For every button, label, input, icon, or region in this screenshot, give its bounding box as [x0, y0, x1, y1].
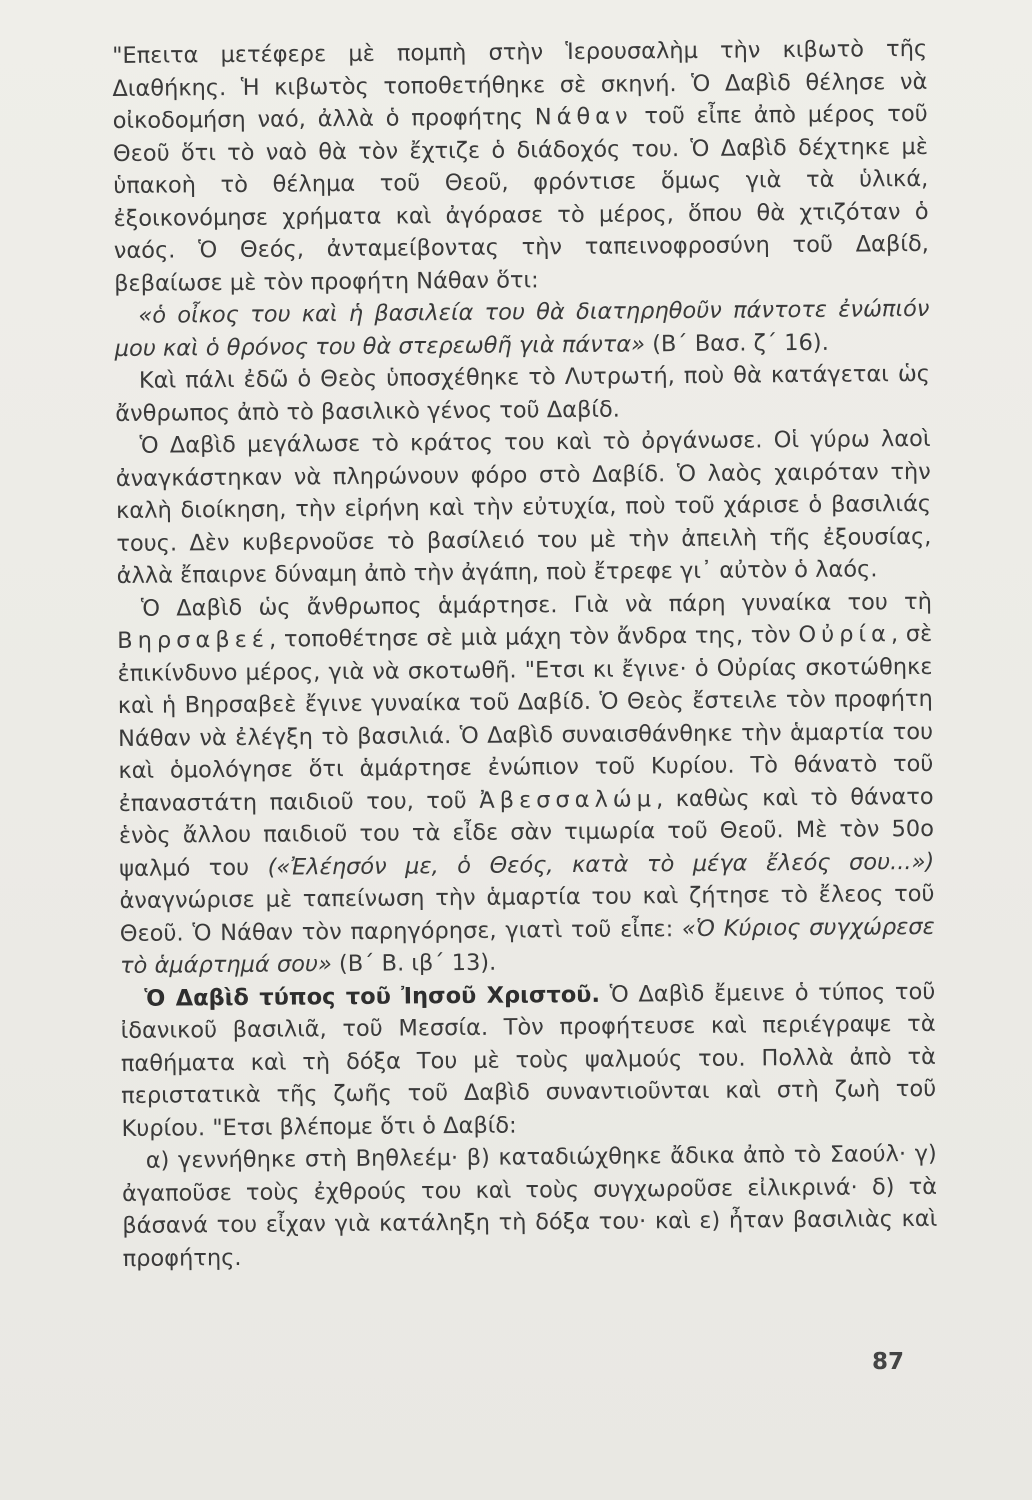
section-heading: Ὁ Δαβὶδ τύπος τοῦ Ἰησοῦ Χριστοῦ. — [144, 981, 601, 1012]
name-absalom: Ἀβεσσαλώμ — [479, 785, 657, 814]
paragraph-sin: Ὁ Δαβὶδ ὡς ἄνθρωπος ἁμάρτησε. Γιὰ νὰ πάρη γυναίκα του τὴ Βηρσαβεέ, τοποθέτησε σὲ μιὰ μάχη τὸν ἄνδρα της, τὸν Οὐρία, σὲ ἐπικίνδυνο μέρος, γιὰ νὰ σκοτωθῆ. "Ετσι κι ἔγινε· ὁ Οὐρίας σκοτώθηκε καὶ ἡ Βηρσαβεὲ ἔγινε γυναίκα τοῦ Δαβίδ. Ὁ Θεὸς ἔστειλε τὸν προφήτη Νάθαν νὰ ἐλέγξη τὸ βασιλιά. Ὁ Δαβὶδ συναισθάνθηκε τὴν ἁμαρτία του καὶ ὁμολόγησε ὅτι ἁμάρτησε ἐνώπιον τοῦ Κυρίου. Τὸ θάνατὸ τοῦ ἐπαναστάτη παιδιοῦ του, τοῦ Ἀβεσσαλώμ, καθὼς καὶ τὸ θάνατο ἑνὸς ἄλλου παιδιοῦ του τὰ εἶδε σὰν τιμωρία τοῦ Θεοῦ. Μὲ τὸν 50ο ψαλμό του («Ἐλέησόν με, ὁ Θεός, κατὰ τὸ μέγα ἔλεός σου...») ἀναγνώρισε μὲ ταπείνωση τὴν ἁμαρτία του καὶ ζήτησε τὸ ἔλεος τοῦ Θεοῦ. Ὁ Νάθαν τὸν παρηγόρησε, γιατὶ τοῦ εἶπε: «Ὁ Κύριος συγχώρεσε τὸ ἁμάρτημά σου» (Β΄ Β. ιβ΄ 13). — [117, 588, 935, 979]
quote-promise: «ὁ οἶκος του καὶ ἡ βασιλεία του θὰ διατηρηθοῦν πάντοτε ἐνώπιόν μου καὶ ὁ θρόνος του θὰ στερεωθῆ γιὰ πάντα» (Β΄ Βασ. ζ΄ 16). — [114, 295, 930, 362]
paragraph-type-of-christ: Ὁ Δαβὶδ τύπος τοῦ Ἰησοῦ Χριστοῦ. Ὁ Δαβὶδ ἔμεινε ὁ τύπος τοῦ ἰδανικοῦ βασιλιᾶ, τοῦ Μεσσία. Τὸν προφήτευσε καὶ περιέγραψε τὰ παθήματα καὶ τὴ δόξα Του μὲ τοὺς ψαλμούς του. Πολλὰ ἀπὸ τὰ περιστατικὰ τῆς ζωῆς τοῦ Δαβὶδ συναντιοῦνται καὶ στὴ ζωὴ τοῦ Κυρίου. "Ετσι βλέπομε ὅτι ὁ Δαβίδ: — [120, 978, 937, 1142]
psalm-quote: («Ἐλέησόν με, ὁ Θεός, κατὰ τὸ μέγα ἔλεός σου...») — [267, 848, 935, 881]
name-bathsheba: Βηρσαβεέ — [117, 626, 270, 654]
paragraph-ark: "Επειτα μετέφερε μὲ πομπὴ στὴν Ἱερουσαλὴμ τὴν κιβωτὸ τῆς Διαθήκης. Ἡ κιβωτὸς τοποθετήθηκε σὲ σκηνή. Ὁ Δαβὶδ θέλησε νὰ οἰκοδομήση ναό, ἀλλὰ ὁ προφήτης Νάθαν τοῦ εἶπε ἀπὸ μέρος τοῦ Θεοῦ ὅτι τὸ ναὸ θὰ τὸν ἔχτιζε ὁ διάδοχός του. Ὁ Δαβὶδ δέχτηκε μὲ ὑπακοὴ τὸ θέλημα τοῦ Θεοῦ, φρόντισε ὅμως γιὰ τὰ ὑλικά, ἐξοικονόμησε χρήματα καὶ ἀγόρασε τὸ μέρος, ὅπου θὰ χτιζόταν ὁ ναός. Ὁ Θεός, ἀνταμείβοντας τὴν ταπεινοφροσύνη τοῦ Δαβίδ, βεβαίωσε μὲ τὸν προφήτη Νάθαν ὅτι: — [112, 35, 929, 297]
name-uriah: Οὐρία — [798, 621, 892, 649]
name-nathan: Νάθαν — [534, 103, 633, 131]
paragraph-kingdom: Ὁ Δαβὶδ μεγάλωσε τὸ κράτος του καὶ τὸ ὀργάνωσε. Οἱ γύρω λαοὶ ἀναγκάστηκαν νὰ πληρώνουν φόρο στὸ Δαβίδ. Ὁ λαὸς χαιρόταν τὴν καλὴ διοίκηση, τὴν εἰρήνη καὶ τὴν εὐτυχία, ποὺ τοῦ χάρισε ὁ βασιλιάς τους. Δὲν κυβερνοῦσε τὸ βασίλειό του μὲ τὴν ἀπειλὴ τῆς ἐξουσίας, ἀλλὰ ἔπαιρνε δύναμη ἀπὸ τὴν ἀγάπη, ποὺ ἔτρεφε γι᾿ αὐτὸν ὁ λαός. — [115, 425, 932, 589]
page-number: 87 — [872, 1349, 905, 1375]
page-body — [112, 33, 938, 1275]
list-item: α) γεννήθηκε στὴ Βηθλεέμ· β) καταδιώχθηκε ἄδικα ἀπὸ τὸ Σαούλ· γ) ἀγαποῦσε τοὺς ἐχθρούς του καὶ τοὺς συγχωροῦσε εἰλικρινά· δ) τὰ βάσανά του εἶχαν γιὰ κατάληξη τὴ δόξα του· καὶ ε) ἦταν βασιλιὰς καὶ προφήτης. — [121, 1140, 938, 1272]
nathan-quote: «Ὁ Κύριος συγχώρεσε τὸ ἁμάρτημά σου» — [119, 913, 935, 979]
parallels-list — [122, 1138, 938, 1275]
paragraph-redeemer: Καὶ πάλι ἐδῶ ὁ Θεὸς ὑποσχέθηκε τὸ Λυτρωτή, ποὺ θὰ κατάγεται ὡς ἄνθρωπος ἀπὸ τὸ βασιλικὸ γένος τοῦ Δαβίδ. — [115, 360, 931, 427]
